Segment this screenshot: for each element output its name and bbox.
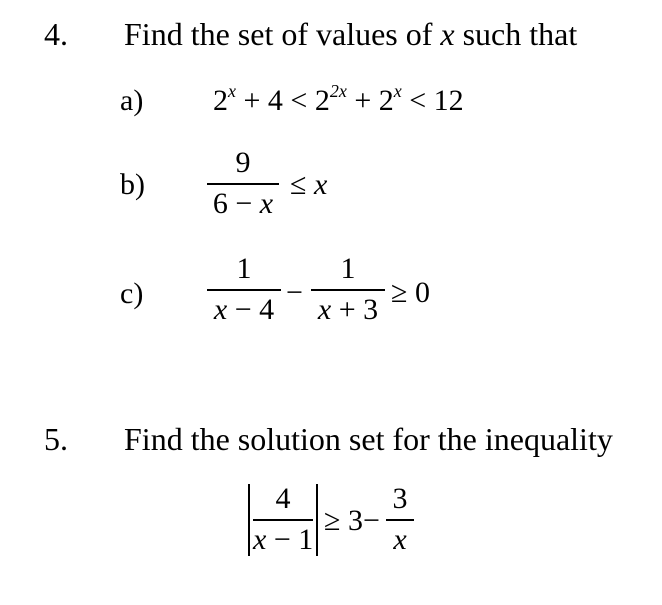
- question-5-rel: ≥: [324, 504, 341, 537]
- part-c-fraction-bar-1: [207, 289, 281, 291]
- question-5-numerator: 4: [275, 482, 291, 515]
- part-b-denominator: [207, 189, 279, 219]
- part-a-base-3: 2: [378, 84, 394, 117]
- part-c-denominator-1: [207, 295, 281, 325]
- part-a-base-2: 2: [314, 84, 330, 117]
- question-4-prompt-var: x: [440, 16, 455, 52]
- question-4-prompt-start: Find the set of values of: [124, 16, 433, 52]
- part-c-numerator-1: 1: [236, 252, 252, 285]
- part-b-relation: [290, 170, 327, 200]
- question-5-prompt: Find the solution set for the inequality: [124, 421, 613, 457]
- question-5-denominator: [253, 525, 313, 555]
- part-b-label: b): [120, 168, 145, 201]
- part-a-middle-2: +: [346, 84, 379, 117]
- part-b-fraction: [207, 148, 279, 219]
- question-4-number: 4.: [44, 16, 68, 52]
- question-5-abs-fraction: [253, 484, 313, 555]
- part-c-denominator-2: [311, 295, 385, 325]
- question-5-rhs-fraction: [386, 484, 414, 555]
- part-a-exponent-3: x: [393, 81, 402, 101]
- part-c-label: c): [120, 277, 144, 310]
- part-b-rhs-var: x: [313, 168, 328, 201]
- part-a-middle-1: + 4 <: [236, 84, 315, 117]
- question-5-rhs-den-var: x: [393, 523, 407, 556]
- part-a-exponent-2: 2x: [329, 81, 347, 101]
- part-c-fraction-bar-2: [311, 289, 385, 291]
- part-a-tail: < 12: [401, 84, 464, 117]
- absolute-value-right-bar: [316, 484, 318, 556]
- part-b-den-op: −: [227, 187, 260, 220]
- part-b-fraction-bar: [207, 183, 279, 185]
- part-b-rel-symbol: ≤: [290, 168, 307, 201]
- question-5-rhs: [324, 506, 380, 536]
- part-b-den-const: 6: [212, 187, 228, 220]
- question-5-rhs-numerator: 3: [392, 482, 408, 515]
- part-c-den1-var: x: [213, 293, 228, 326]
- question-5-den-var: x: [253, 523, 267, 556]
- question-5-rhs-fraction-bar: [386, 519, 414, 521]
- part-c-den2-var: x: [317, 293, 332, 326]
- part-c-fraction-2: [311, 254, 385, 325]
- part-a-exponent-1: x: [228, 81, 236, 101]
- question-4-prompt: [124, 18, 577, 50]
- part-c-den2-rest: + 3: [331, 293, 379, 326]
- question-5-den-rest: − 1: [266, 523, 314, 556]
- part-c-operator: −: [286, 276, 303, 309]
- part-b-den-var: x: [259, 187, 274, 220]
- part-c-fraction-1: [207, 254, 281, 325]
- question-5-rhs-op: −: [362, 504, 380, 537]
- part-a-label: a): [120, 84, 144, 117]
- question-5-fraction-bar: [253, 519, 313, 521]
- question-5-rhs-denominator: [386, 525, 414, 555]
- absolute-value-left-bar: [248, 484, 250, 556]
- part-a-base-1: 2: [213, 84, 228, 117]
- question-5-number: 5.: [44, 421, 68, 457]
- part-a-expression: [213, 81, 464, 117]
- question-4-prompt-end: such that: [462, 16, 578, 52]
- part-b-numerator: 9: [235, 146, 251, 179]
- part-c-relation: ≥ 0: [391, 276, 430, 309]
- question-5-rhs-const: 3: [347, 504, 363, 537]
- part-c-den1-rest: − 4: [227, 293, 275, 326]
- part-c-numerator-2: 1: [340, 252, 356, 285]
